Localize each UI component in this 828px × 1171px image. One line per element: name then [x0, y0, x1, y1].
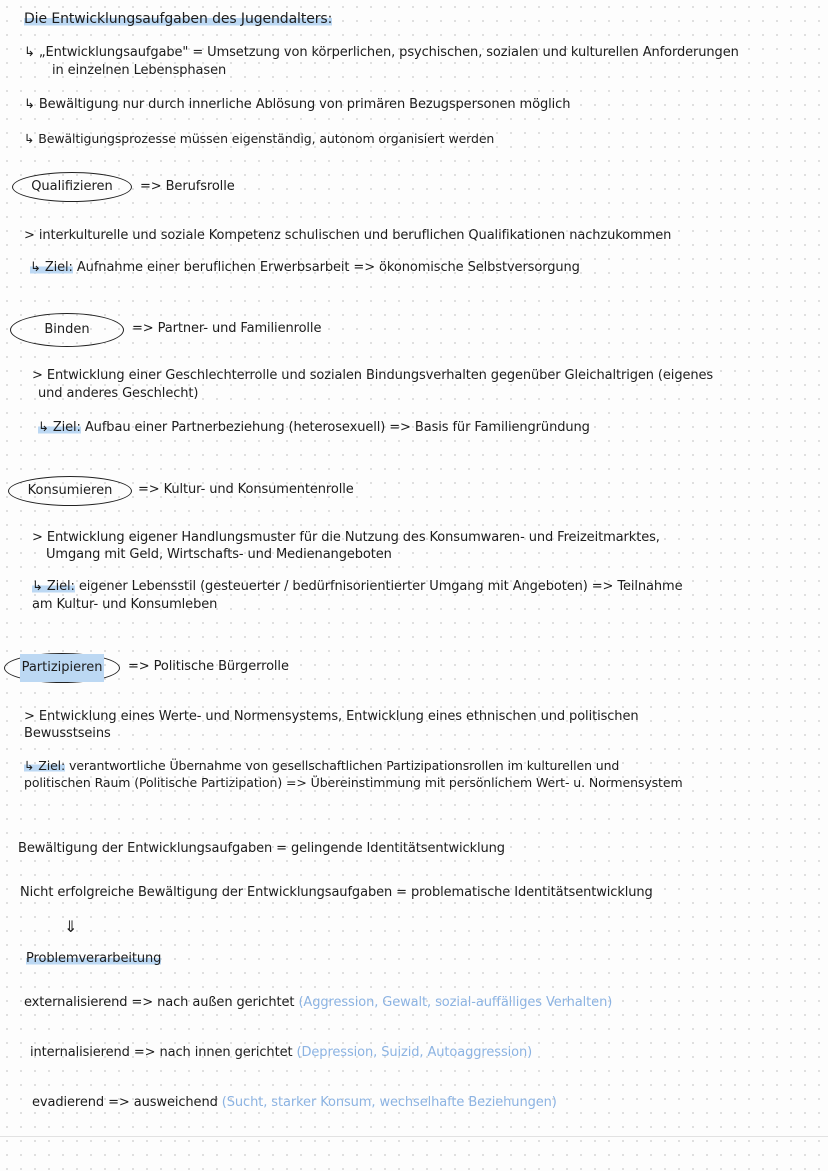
- task-role-konsumieren: => Kultur- und Konsumentenrolle: [138, 482, 354, 497]
- mode-meaning: => nach innen gerichtet: [133, 1045, 293, 1060]
- problem-processing-heading: [26, 952, 161, 966]
- task-oval-qualifizieren: [12, 172, 132, 202]
- goal-text: verantwortliche Übernahme von gesellschaftlichen Partizipationsrollen im kulturellen und: [69, 758, 620, 773]
- task-goal-konsumieren: [32, 580, 683, 594]
- page-title: [24, 12, 332, 26]
- problem-processing-text: Problemverarbeitung: [26, 951, 162, 966]
- task-point-partizipieren-cont: Bewusstseins: [24, 726, 111, 741]
- task-role-partizipieren: => Politische Bürgerrolle: [128, 659, 289, 674]
- task-oval-partizipieren: [4, 653, 120, 683]
- page-bottom-divider: [0, 1136, 828, 1137]
- goal-prefix: ↳ Ziel:: [38, 420, 81, 435]
- mode-examples: (Aggression, Gewalt, sozial-auffälliges Verhalten): [298, 995, 613, 1010]
- mode-evadierend: [32, 1096, 557, 1110]
- summary-success: Bewältigung der Entwicklungsaufgaben = gelingende Identitätsentwicklung: [18, 841, 505, 856]
- mode-examples: (Depression, Suizid, Autoaggression): [296, 1045, 533, 1060]
- intro-line-1-cont: in einzelnen Lebensphasen: [52, 63, 227, 78]
- task-goal-partizipieren: [24, 759, 619, 773]
- goal-prefix: ↳ Ziel:: [32, 579, 75, 594]
- mode-internalisierend: [30, 1046, 532, 1060]
- summary-failure: Nicht erfolgreiche Bewältigung der Entwicklungsaufgaben = problematische Identitätsentwicklung: [20, 885, 653, 900]
- task-point-binden: > Entwicklung einer Geschlechterrolle und sozialen Bindungsverhalten gegenüber Gleichaltrigen (eigenes: [32, 368, 714, 383]
- task-point-binden-cont: und anderes Geschlecht): [38, 386, 199, 401]
- mode-meaning: => nach außen gerichtet: [131, 995, 295, 1010]
- task-label: Partizipieren: [20, 654, 105, 682]
- intro-line-2-text: Bewältigung nur durch innerliche Ablösung von primären Bezugspersonen möglich: [38, 97, 571, 112]
- mode-externalisierend: [24, 996, 612, 1010]
- goal-text: eigener Lebensstil (gesteuerter / bedürfnisorientierter Umgang mit Angeboten) => Teilnahme: [78, 579, 683, 594]
- intro-line-1-text: „Entwicklungsaufgabe" = Umsetzung von körperlichen, psychischen, sozialen und kulturellen Anforderungen: [38, 45, 739, 60]
- task-label: Konsumieren: [27, 483, 113, 498]
- intro-line-2: [24, 98, 570, 112]
- mode-term: evadierend: [32, 1095, 105, 1110]
- task-label: Qualifizieren: [31, 179, 113, 194]
- down-arrow-icon: ⇓: [64, 917, 78, 936]
- goal-text: Aufbau einer Partnerbeziehung (heterosexuell) => Basis für Familiengründung: [84, 420, 590, 435]
- intro-line-1: [24, 46, 739, 60]
- task-oval-binden: [10, 313, 124, 347]
- task-point-konsumieren: > Entwicklung eigener Handlungsmuster für die Nutzung des Konsumwaren- und Freizeitmarktes,: [32, 530, 660, 545]
- task-role-qualifizieren: => Berufsrolle: [140, 179, 235, 194]
- goal-text: Aufnahme einer beruflichen Erwerbsarbeit => ökonomische Selbstversorgung: [76, 260, 580, 275]
- arrow-icon: ↳: [24, 131, 35, 146]
- page-title-text: Die Entwicklungsaufgaben des Jugendalters:: [24, 11, 333, 27]
- intro-line-3: [24, 132, 494, 146]
- mode-term: externalisierend: [24, 995, 128, 1010]
- task-point-qualifizieren: > interkulturelle und soziale Kompetenz schulischen und beruflichen Qualifikationen nachzukommen: [24, 228, 672, 243]
- task-point-partizipieren: > Entwicklung eines Werte- und Normensystems, Entwicklung eines ethnischen und politischen: [24, 709, 639, 724]
- task-goal-partizipieren-cont: politischen Raum (Politische Partizipation) => Übereinstimmung mit persönlichem Wert- u. Normensystem: [24, 775, 683, 790]
- intro-line-3-text: Bewältigungsprozesse müssen eigenständig, autonom organisiert werden: [38, 131, 495, 146]
- mode-meaning: => ausweichend: [108, 1095, 218, 1110]
- task-goal-binden: [38, 421, 590, 435]
- mode-examples: (Sucht, starker Konsum, wechselhafte Beziehungen): [221, 1095, 557, 1110]
- arrow-icon: ↳: [24, 97, 35, 112]
- goal-prefix: ↳ Ziel:: [30, 260, 73, 275]
- mode-term: internalisierend: [30, 1045, 130, 1060]
- task-label: Binden: [44, 322, 90, 337]
- task-goal-qualifizieren: [30, 261, 580, 275]
- task-point-konsumieren-cont: Umgang mit Geld, Wirtschafts- und Medienangeboten: [46, 547, 392, 562]
- goal-prefix: ↳ Ziel:: [24, 758, 66, 773]
- task-goal-konsumieren-cont: am Kultur- und Konsumleben: [32, 597, 218, 612]
- task-oval-konsumieren: [8, 476, 132, 506]
- arrow-icon: ↳: [24, 45, 35, 60]
- task-role-binden: => Partner- und Familienrolle: [132, 321, 322, 336]
